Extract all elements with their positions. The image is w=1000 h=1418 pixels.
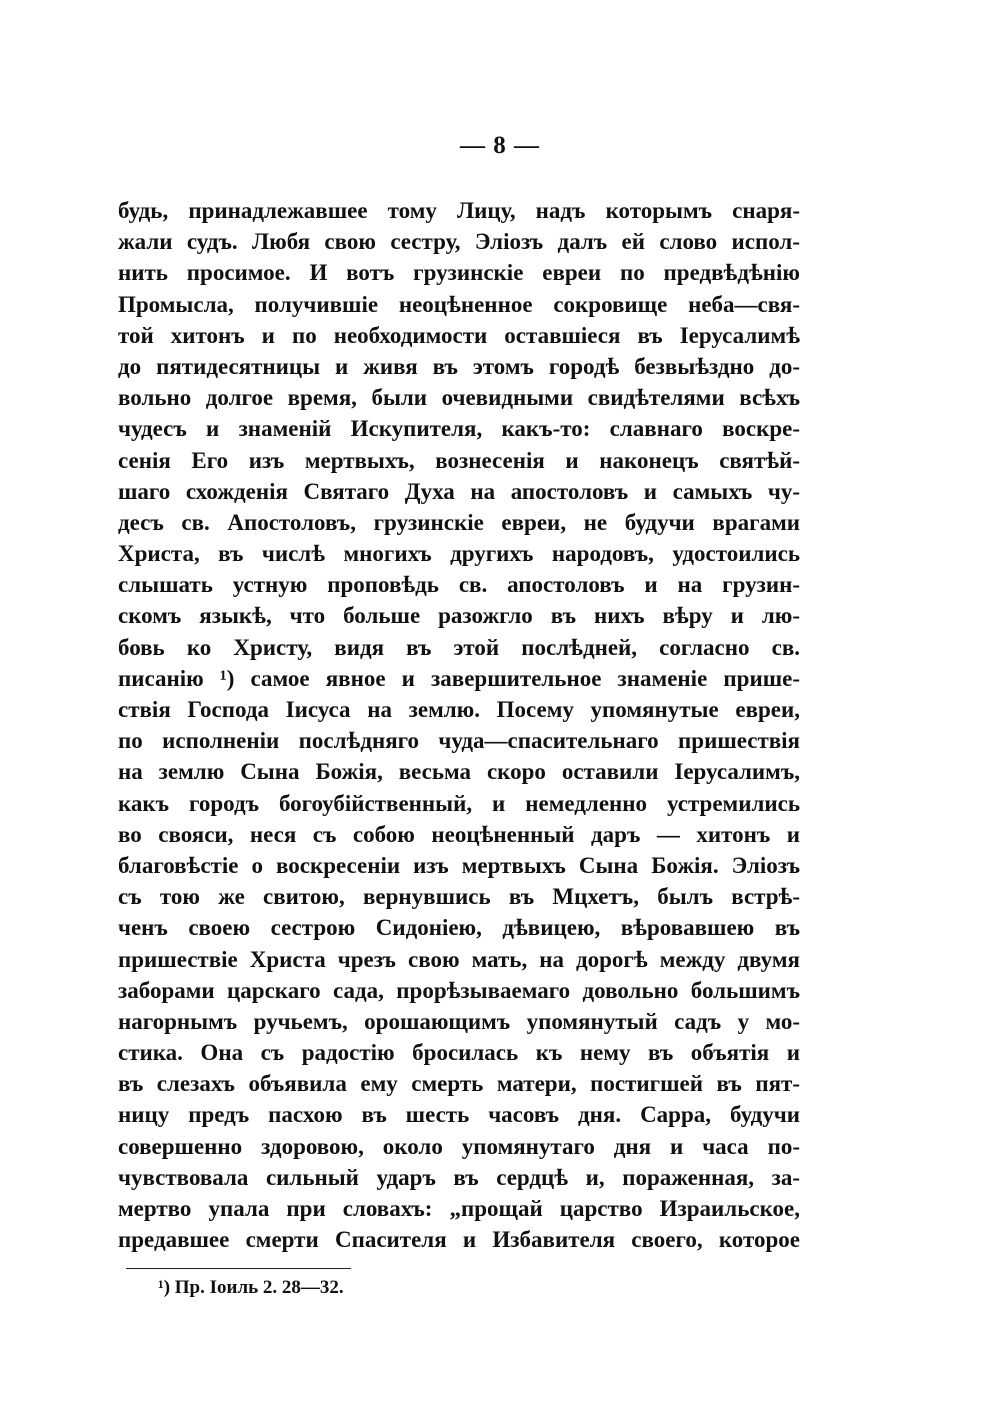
text-line: пришествіе Христа чрезъ свою мать, на дорогѣ между двумя [118, 946, 800, 972]
text-line: писанію ¹) самое явное и завершительное знаменіе прише- [118, 665, 800, 691]
text-line: до пятидесятницы и живя въ этомъ городѣ безвыѣздно до- [118, 353, 800, 379]
text-line: скомъ языкѣ, что больше разожгло въ нихъ вѣру и лю- [118, 603, 800, 629]
text-line: жали судъ. Любя свою сестру, Эліозъ далъ ей слово испол- [118, 229, 800, 255]
text-line: заборами царскаго сада, прорѣзываемаго довольно большимъ [118, 977, 800, 1003]
text-line: ченъ своею сестрою Сидоніею, дѣвицею, вѣровавшею въ [118, 915, 800, 941]
text-line: сенія Его изъ мертвыхъ, вознесенія и наконецъ святѣй- [118, 447, 800, 473]
text-line: Промысла, получившіе неоцѣненное сокровище неба—свя- [118, 291, 800, 317]
text-line: ницу предъ пасхою въ шесть часовъ дня. Сарра, будучи [118, 1102, 800, 1128]
text-line: чувствовала сильный ударъ въ сердцѣ и, пораженная, за- [118, 1164, 800, 1190]
text-line: слышать устную проповѣдь св. апостоловъ и на грузин- [118, 572, 800, 598]
text-line: бовь ко Христу, видя въ этой послѣдней, согласно св. [118, 634, 800, 660]
text-line: десъ св. Апостоловъ, грузинскіе евреи, не будучи врагами [118, 509, 800, 535]
text-line: вольно долгое время, были очевидными свидѣтелями всѣхъ [118, 385, 800, 411]
text-line: Христа, въ числѣ многихъ другихъ народовъ, удостоились [118, 541, 800, 567]
body-text [118, 195, 800, 1255]
page-number: — 8 — [460, 132, 540, 159]
footnote: ¹) Пр. Іоиль 2. 28—32. [158, 1277, 344, 1298]
text-line: благовѣстіе о воскресеніи изъ мертвыхъ Сына Божія. Эліозъ [118, 852, 800, 878]
text-line: на землю Сына Божія, весьма скоро оставили Іерусалимъ, [118, 759, 800, 785]
text-line: совершенно здоровою, около упомянутаго дня и часа по- [118, 1133, 800, 1159]
text-line: будь, принадлежавшее тому Лицу, надъ которымъ снаря- [118, 198, 800, 223]
text-line: шаго схожденія Святаго Духа на апостоловъ и самыхъ чу- [118, 478, 800, 504]
text-line: мертво упала при словахъ: „прощай царство Израильское, [118, 1196, 800, 1221]
text-line: ствія Господа Іисуса на землю. Посему упомянутые евреи, [118, 697, 800, 722]
footnote-divider [126, 1268, 351, 1269]
text-line: съ тою же свитою, вернувшись въ Мцхетъ, былъ встрѣ- [118, 884, 800, 910]
text-line: въ слезахъ объявила ему смерть матери, постигшей въ пят- [118, 1071, 800, 1097]
text-line: предавшее смерти Спасителя и Избавителя своего, которое [118, 1227, 800, 1253]
text-line: по исполненіи послѣдняго чуда—спасительнаго пришествія [118, 728, 800, 754]
text-line: какъ городъ богоубійственный, и немедленно устремились [118, 790, 800, 816]
text-line: той хитонъ и по необходимости оставшіеся въ Іерусалимѣ [118, 322, 800, 348]
text-line: чудесъ и знаменій Искупителя, какъ-то: славнаго воскре- [118, 416, 800, 442]
text-line: стика. Она съ радостію бросилась къ нему въ объятія и [118, 1040, 800, 1066]
text-line: нагорнымъ ручьемъ, орошающимъ упомянутый садъ у мо- [118, 1008, 800, 1034]
text-line: во свояси, неся съ собою неоцѣненный даръ — хитонъ и [118, 821, 800, 847]
text-line: нить просимое. И вотъ грузинскіе евреи по предвѣдѣнію [118, 260, 800, 286]
